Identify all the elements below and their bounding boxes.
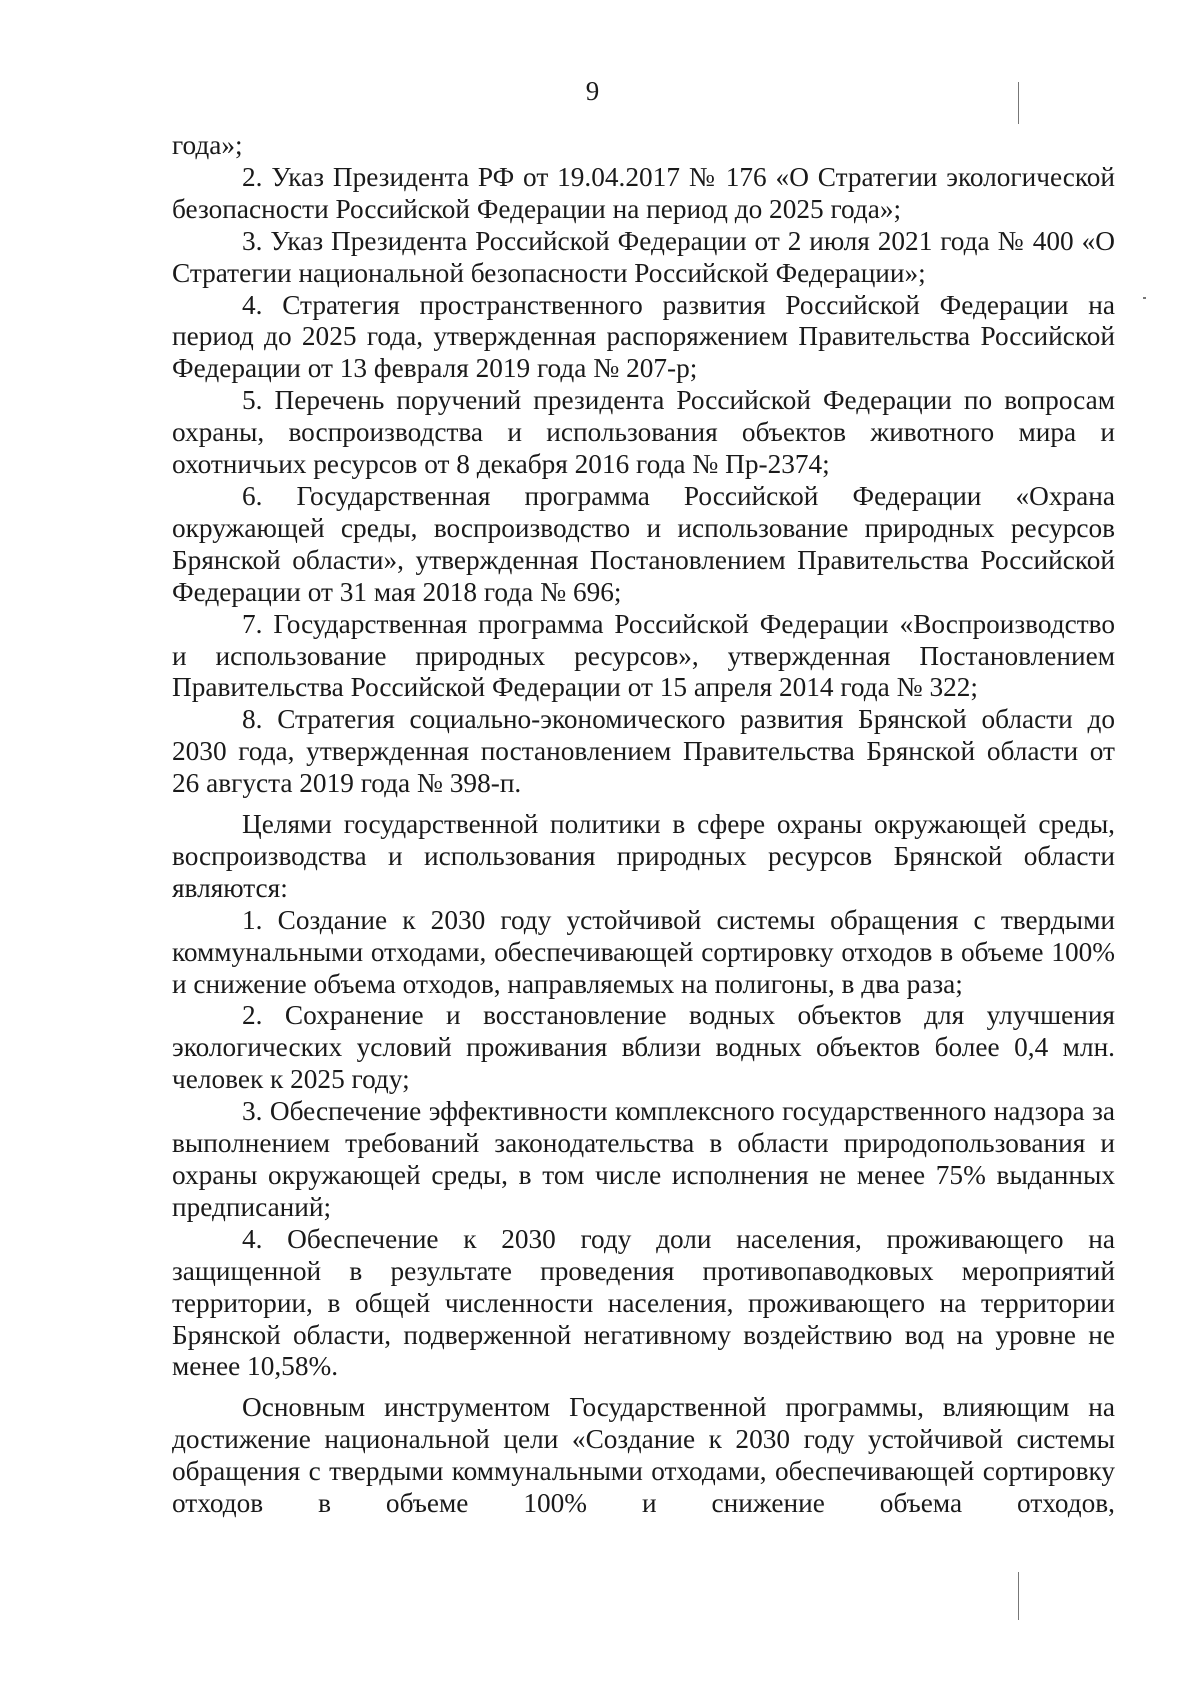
scan-artifact-bottom (1018, 1572, 1019, 1620)
list-item-decree-3: 3. Указ Президента Российской Федерации от 2 июля 2021 года № 400 «О Стратегии национальной безопасности Российской Федерации»; (172, 225, 1115, 288)
goal-item-4: 4. Обеспечение к 2030 году доли населения, проживающего на защищенной в результате проведения противопаводковых мероприятий территории, в общей численности населения, проживающего на территории Брянской области, подверженной негативному воздействию вод на уровне не менее 10,58%. (172, 1223, 1115, 1382)
main-instrument-paragraph: Основным инструментом Государственной программы, влияющим на достижение национальной цели «Создание к 2030 году устойчивой системы обращения с твердыми коммунальными отходами, обеспечивающей сортировку отходов в объеме 100% и снижение объема отходов, (172, 1392, 1115, 1519)
page-number: 9 (585, 76, 600, 106)
list-item-strategy-4: 4. Стратегия пространственного развития Российской Федерации на период до 2025 года, утвержденная распоряжением Правительства Российской Федерации от 13 февраля 2019 года № 207-р; (172, 289, 1115, 384)
scan-artifact-right (1143, 297, 1146, 299)
list-item-instructions-5: 5. Перечень поручений президента Российской Федерации по вопросам охраны, воспроизводства и использования объектов животного мира и охотничьих ресурсов от 8 декабря 2016 года № Пр-2374; (172, 385, 1115, 480)
list-item-decree-2: 2. Указ Президента РФ от 19.04.2017 № 176 «О Стратегии экологической безопасности Российской Федерации на период до 2025 года»; (172, 161, 1115, 224)
list-item-strategy-8: 8. Стратегия социально-экономического развития Брянской области до 2030 года, утвержденная постановлением Правительства Брянской области от 26 августа 2019 года № 398-п. (172, 704, 1115, 799)
goal-item-1: 1. Создание к 2030 году устойчивой системы обращения с твердыми коммунальными отходами, обеспечивающей сортировку отходов в объеме 100% и снижение объема отходов, направляемых на полигоны, в два раза; (172, 904, 1115, 999)
goals-intro: Целями государственной политики в сфере охраны окружающей среды, воспроизводства и использования природных ресурсов Брянской области являются: (172, 809, 1115, 903)
list-item-program-6: 6. Государственная программа Российской Федерации «Охрана окружающей среды, воспроизводство и использование природных ресурсов Брянской области», утвержденная Постановлением Правительства Российской Федерации от 31 мая 2018 года № 696; (172, 480, 1115, 607)
paragraph-gap (172, 1383, 1115, 1392)
list-item-program-7: 7. Государственная программа Российской Федерации «Воспроизводство и использование природных ресурсов», утвержденная Постановлением Правительства Российской Федерации от 15 апреля 2014 года № 322; (172, 608, 1115, 703)
scan-artifact-top (1018, 82, 1019, 124)
paragraph-gap (172, 800, 1115, 809)
goal-item-2: 2. Сохранение и восстановление водных объектов для улучшения экологических условий проживания вблизи водных объектов более 0,4 млн. человек к 2025 году; (172, 1000, 1115, 1095)
paragraph-continuation: года»; (172, 130, 243, 160)
goal-item-3: 3. Обеспечение эффективности комплексного государственного надзора за выполнением требований законодательства в области природопользования и охраны окружающей среды, в том числе исполнения не менее 75% выданных предписаний; (172, 1096, 1115, 1222)
document-body (172, 130, 1115, 1520)
